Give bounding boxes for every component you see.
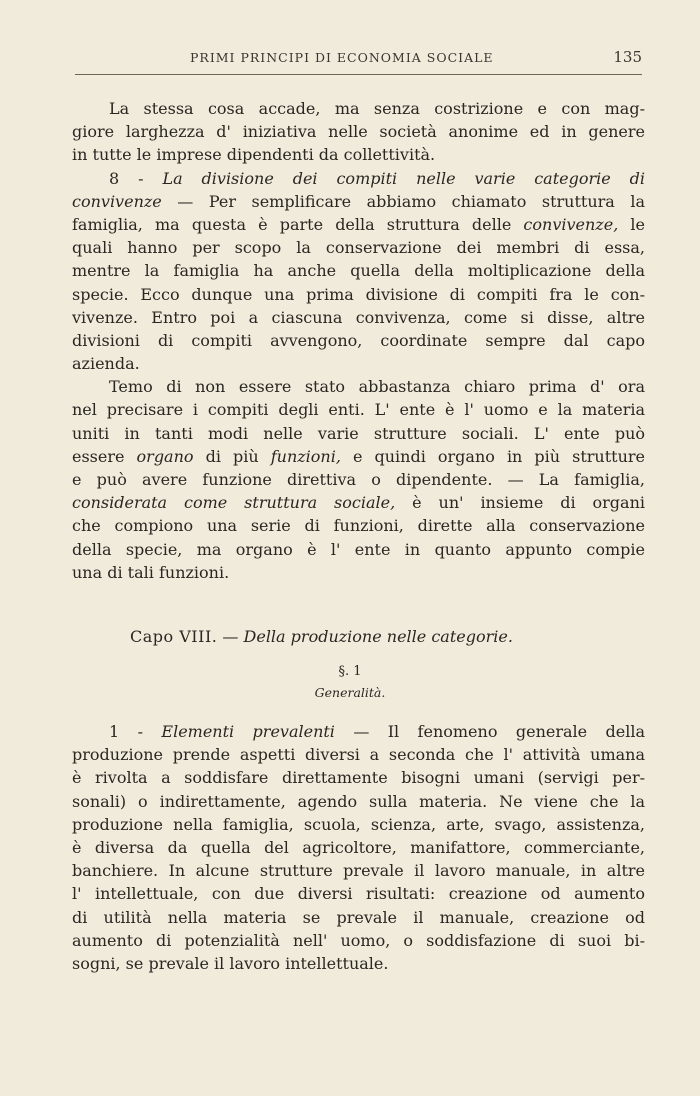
italic-term: convivenze,: [523, 214, 619, 234]
text-block-2: [72, 720, 645, 975]
text-block-1: [72, 97, 645, 584]
text-line: della specie, ma organo è l' ente in quanto appunto compie: [72, 539, 645, 559]
text-line: è diversa da quella del agricoltore, manifattore, commerciante,: [72, 837, 645, 857]
text-line: Temo di non essere stato abbastanza chiaro prima d' ora: [109, 377, 645, 397]
text-line: banchiere. In alcune strutture prevale il lavoro manuale, in altre: [72, 861, 645, 881]
text-line: essere organo di più funzioni, e quindi organo in più strutture: [72, 446, 646, 466]
text-line: giore larghezza d' iniziativa nelle società anonime ed in genere: [72, 122, 645, 142]
text-line: di utilità nella materia se prevale il manuale, creazione od: [72, 907, 645, 927]
text-line: l' intellettuale, con due diversi risultati: creazione od aumento: [72, 884, 645, 904]
text-line: divisioni di compiti avvengono, coordinate sempre dal capo: [72, 330, 645, 350]
paragraph-1-heading-line: 1 - Elementi prevalenti — Il fenomeno generale della: [109, 722, 645, 741]
running-head: [75, 48, 642, 72]
section-title: Generalità.: [314, 685, 386, 700]
text-line: famiglia, ma questa è parte della struttura delle convivenze, le: [72, 214, 645, 234]
paragraph-number: 8: [109, 168, 120, 188]
paragraph-number: 1: [109, 722, 120, 741]
chapter-heading: Capo VIII. — Della produzione nelle categorie.: [130, 627, 513, 646]
italic-term: funzioni,: [270, 446, 341, 466]
text-line: sonali) o indirettamente, agendo sulla materia. Ne viene che la: [72, 791, 645, 811]
text-line: produzione prende aspetti diversi a seconda che l' attività umana: [72, 745, 645, 765]
paragraph-heading: La divisione dei compiti nelle varie categorie di: [162, 168, 646, 188]
text-line: e può avere funzione direttiva o dipendente. — La famiglia,: [72, 470, 645, 489]
text-line: mentre la famiglia ha anche quella della moltiplicazione della: [72, 261, 645, 281]
running-head-title: PRIMI PRINCIPI DI ECONOMIA SOCIALE: [190, 50, 494, 65]
italic-term: organo: [136, 446, 194, 466]
chapter-title: Della produzione nelle categorie.: [243, 627, 513, 646]
text-line: è rivolta a soddisfare direttamente bisogni umani (servigi per-: [72, 768, 645, 788]
paragraph-heading: Elementi prevalenti: [161, 722, 335, 741]
paragraph-heading: convivenze: [72, 191, 162, 211]
text-line: uniti in tanti modi nelle varie strutture sociali. L' ente può: [72, 423, 645, 443]
text-line: specie. Ecco dunque una prima divisione di compiti fra le con-: [72, 284, 645, 304]
text-line: una di tali funzioni.: [72, 562, 230, 582]
text-line: convivenze — Per semplificare abbiamo chiamato struttura la: [72, 191, 645, 211]
text-line: La stessa cosa accade, ma senza costrizione e con mag-: [109, 99, 645, 118]
text-line: nel precisare i compiti degli enti. L' ente è l' uomo e la materia: [72, 400, 645, 420]
text-line: aumento di potenzialità nell' uomo, o soddisfazione di suoi bi-: [72, 930, 645, 950]
text-line: quali hanno per scopo la conservazione dei membri di essa,: [72, 238, 645, 258]
text-line: in tutte le imprese dipendenti da collettività.: [72, 145, 436, 165]
page-number: 135: [613, 48, 642, 66]
text-line: considerata come struttura sociale, è un' insieme di organi: [72, 493, 645, 513]
chapter-label: Capo VIII.: [130, 627, 218, 646]
text-line: sogni, se prevale il lavoro intellettuale.: [72, 953, 389, 973]
text-line: che compiono una serie di funzioni, dirette alla conservazione: [72, 516, 645, 536]
text-line: produzione nella famiglia, scuola, scienza, arte, svago, assistenza,: [72, 814, 645, 834]
italic-term: considerata come struttura sociale,: [72, 493, 396, 513]
text-line: azienda.: [72, 354, 140, 374]
paragraph-8-heading-line: 8 - La divisione dei compiti nelle varie categorie di: [109, 168, 646, 188]
text-line: vivenze. Entro poi a ciascuna convivenza, come si disse, altre: [72, 307, 645, 327]
section-mark: §. 1: [338, 664, 362, 679]
header-rule: [75, 74, 642, 75]
